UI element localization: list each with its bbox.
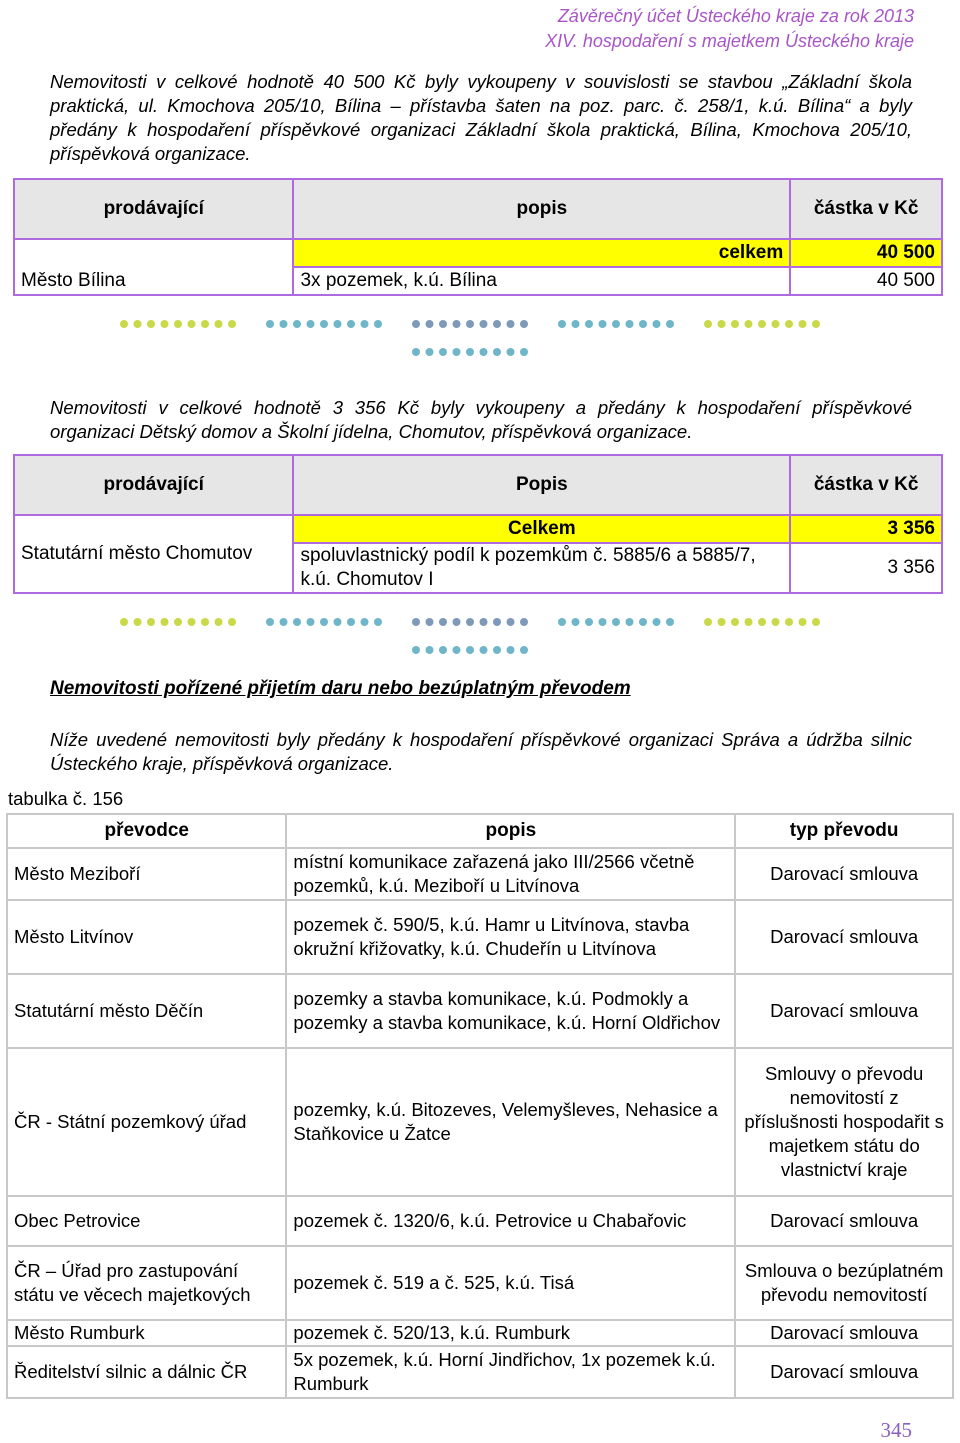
description-cell: 3x pozemek, k.ú. Bílina (293, 267, 790, 295)
description-cell: spoluvlastnický podíl k pozemkům č. 5885/6 a 5885/7, k.ú. Chomutov I (293, 543, 790, 593)
table-chomutov (13, 454, 943, 594)
paragraph-donations: Níže uvedené nemovitosti byly předány k hospodaření příspěvkové organizaci Správa a údržba silnic Ústeckého kraje, příspěvková organizace. (50, 729, 912, 774)
description-cell: pozemek č. 1320/6, k.ú. Petrovice u Chabařovic (286, 1196, 735, 1246)
header-report-title: Závěrečný účet Ústeckého kraje za rok 2013 (557, 6, 914, 26)
transfer-type-cell: Smlouvy o převodu nemovitostí z příslušnosti hospodařit s majetkem státu do vlastnictví kraje (735, 1048, 953, 1196)
table-row (7, 1346, 953, 1398)
table-row (7, 900, 953, 974)
col-header-amount: částka v Kč (790, 179, 942, 239)
transfer-type-cell: Smlouva o bezúplatném převodu nemovitostí (735, 1246, 953, 1320)
total-label: Celkem (293, 515, 790, 543)
decorative-divider-1 (110, 312, 830, 372)
transferor-cell: Město Litvínov (7, 900, 286, 974)
paragraph-bilina: Nemovitosti v celkové hodnotě 40 500 Kč byly vykoupeny v souvislosti se stavbou „Základní škola praktická, ul. Kmochova 205/10, Bílina – přístavba šaten na poz. parc. č. 258/1, k.ú. Bílina“ a byly předány k hospodaření příspěvkové organizaci Základní škola praktická, Bílina, Kmochova 205/10, příspěvková organizace. (50, 71, 912, 164)
transfer-type-cell: Darovací smlouva (735, 1196, 953, 1246)
decorative-divider-2 (110, 610, 830, 670)
paragraph-chomutov: Nemovitosti v celkové hodnotě 3 356 Kč byly vykoupeny a předány k hospodaření příspěvkové organizaci Dětský domov a Školní jídelna, Chomutov, příspěvková organizace. (50, 397, 912, 442)
transfer-type-cell: Darovací smlouva (735, 974, 953, 1048)
transferor-cell: Město Rumburk (7, 1320, 286, 1346)
transfer-type-cell: Darovací smlouva (735, 1346, 953, 1398)
seller-cell: Statutární město Chomutov (14, 515, 293, 593)
seller-cell: Město Bílina (14, 239, 293, 295)
col-header-transfer-type: typ převodu (735, 814, 953, 848)
table-bilina (13, 178, 943, 296)
transferor-cell: Ředitelství silnic a dálnic ČR (7, 1346, 286, 1398)
col-header-amount: částka v Kč (790, 455, 942, 515)
section-heading: Nemovitosti pořízené přijetím daru nebo bezúplatným převodem (50, 678, 631, 699)
col-header-transferor: převodce (7, 814, 286, 848)
table-row (7, 1048, 953, 1196)
table-row (7, 848, 953, 900)
table-row (7, 1196, 953, 1246)
total-label: celkem (293, 239, 790, 267)
col-header-description: Popis (293, 455, 790, 515)
table-row (7, 1320, 953, 1346)
description-cell: pozemek č. 519 a č. 525, k.ú. Tisá (286, 1246, 735, 1320)
description-cell: místní komunikace zařazená jako III/2566 včetně pozemků, k.ú. Meziboří u Litvínova (286, 848, 735, 900)
description-cell: pozemek č. 590/5, k.ú. Hamr u Litvínova, stavba okružní křižovatky, k.ú. Chudeřín u Litvínova (286, 900, 735, 974)
table-row (7, 974, 953, 1048)
transferor-cell: Obec Petrovice (7, 1196, 286, 1246)
description-cell: pozemky a stavba komunikace, k.ú. Podmokly a pozemky a stavba komunikace, k.ú. Horní Oldřichov (286, 974, 735, 1048)
table-caption: tabulka č. 156 (8, 788, 124, 809)
header-chapter-title: XIV. hospodaření s majetkem Ústeckého kraje (545, 31, 914, 51)
transfer-type-cell: Darovací smlouva (735, 1320, 953, 1346)
transferor-cell: Statutární město Děčín (7, 974, 286, 1048)
col-header-description: popis (293, 179, 790, 239)
transfer-type-cell: Darovací smlouva (735, 900, 953, 974)
description-cell: pozemek č. 520/13, k.ú. Rumburk (286, 1320, 735, 1346)
transferor-cell: ČR - Státní pozemkový úřad (7, 1048, 286, 1196)
total-value: 40 500 (790, 239, 942, 267)
col-header-description: popis (286, 814, 735, 848)
transferor-cell: Město Meziboří (7, 848, 286, 900)
description-cell: 5x pozemek, k.ú. Horní Jindřichov, 1x pozemek k.ú. Rumburk (286, 1346, 735, 1398)
table-row (7, 1246, 953, 1320)
page-number: 345 (880, 1418, 912, 1442)
transferor-cell: ČR – Úřad pro zastupování státu ve věcech majetkových (7, 1246, 286, 1320)
amount-cell: 40 500 (790, 267, 942, 295)
transfer-type-cell: Darovací smlouva (735, 848, 953, 900)
page-header (545, 4, 914, 54)
col-header-seller: prodávající (14, 455, 293, 515)
col-header-seller: prodávající (14, 179, 293, 239)
amount-cell: 3 356 (790, 543, 942, 593)
description-cell: pozemky, k.ú. Bitozeves, Velemyšleves, Nehasice a Staňkovice u Žatce (286, 1048, 735, 1196)
table-156 (6, 813, 954, 1399)
total-value: 3 356 (790, 515, 942, 543)
